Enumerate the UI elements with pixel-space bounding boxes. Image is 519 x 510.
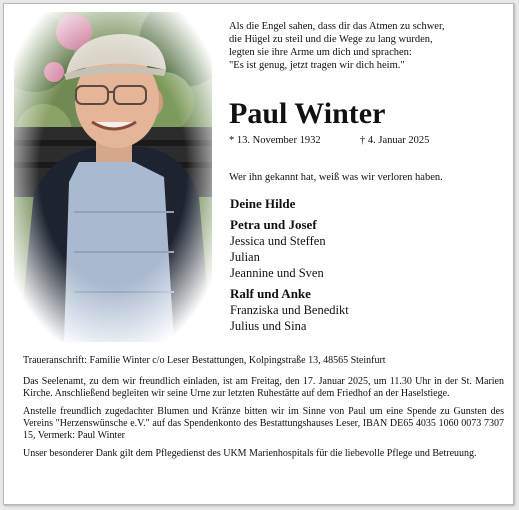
family-member: Jessica und Steffen xyxy=(230,234,326,248)
mourning-address: Traueranschrift: Familie Winter c/o Leser Bestattungen, Kolpingstraße 13, 48565 Steinfurt xyxy=(23,355,386,366)
poem-line: Als die Engel sahen, dass dir das Atmen zu schwer, xyxy=(229,21,445,32)
family-mourners xyxy=(230,196,510,334)
death-date: † 4. Januar 2025 xyxy=(360,135,430,146)
funeral-mass-notice: Das Seelenamt, zu dem wir freundlich einladen, ist am Freitag, den 17. Januar 2025, um 11.30 Uhr in der St. Marien Kirche. Anschließend begleiten wir seine Urne zur letzten Ruhestätte auf dem Friedhof an der Haselstiege. xyxy=(23,376,504,399)
memorial-quote: Wer ihn gekannt hat, weiß was wir verloren haben. xyxy=(229,172,443,183)
family-member: Julian xyxy=(230,250,260,264)
poem-line: legten sie ihre Arme um dich und sprachen: xyxy=(229,47,412,58)
spouse-name: Deine Hilde xyxy=(230,196,296,211)
family-member: Julius und Sina xyxy=(230,319,307,333)
life-dates xyxy=(229,134,509,147)
poem-line: die Hügel zu steil und die Wege zu lang wurden, xyxy=(229,34,433,45)
family-member: Franziska und Benedikt xyxy=(230,303,349,317)
donation-notice: Anstelle freundlich zugedachter Blumen und Kränze bitten wir im Sinne von Paul um eine Spende zu Gunsten des Vereins "Herzenswünsche e.V." auf das Spendenkonto des Bestattungshauses Leser, IBAN DE65 4035 1060 0073 7307 15, Vermerk: Paul Winter xyxy=(23,406,504,441)
deceased-name: Paul Winter xyxy=(229,97,386,130)
birth-date: * 13. November 1932 xyxy=(229,135,321,146)
memorial-poem xyxy=(229,20,504,72)
family-member: Jeannine und Sven xyxy=(230,266,324,280)
family-group-head: Petra und Josef xyxy=(230,217,317,232)
obituary-card xyxy=(3,3,514,505)
notices-section xyxy=(23,355,504,466)
family-group-head: Ralf und Anke xyxy=(230,286,311,301)
poem-line: "Es ist genug, jetzt tragen wir dich heim." xyxy=(229,60,405,71)
thanks-notice: Unser besonderer Dank gilt dem Pflegedienst des UKM Marienhospitals für die liebevolle Pflege und Betreuung. xyxy=(23,448,477,459)
portrait-photo xyxy=(14,12,212,342)
